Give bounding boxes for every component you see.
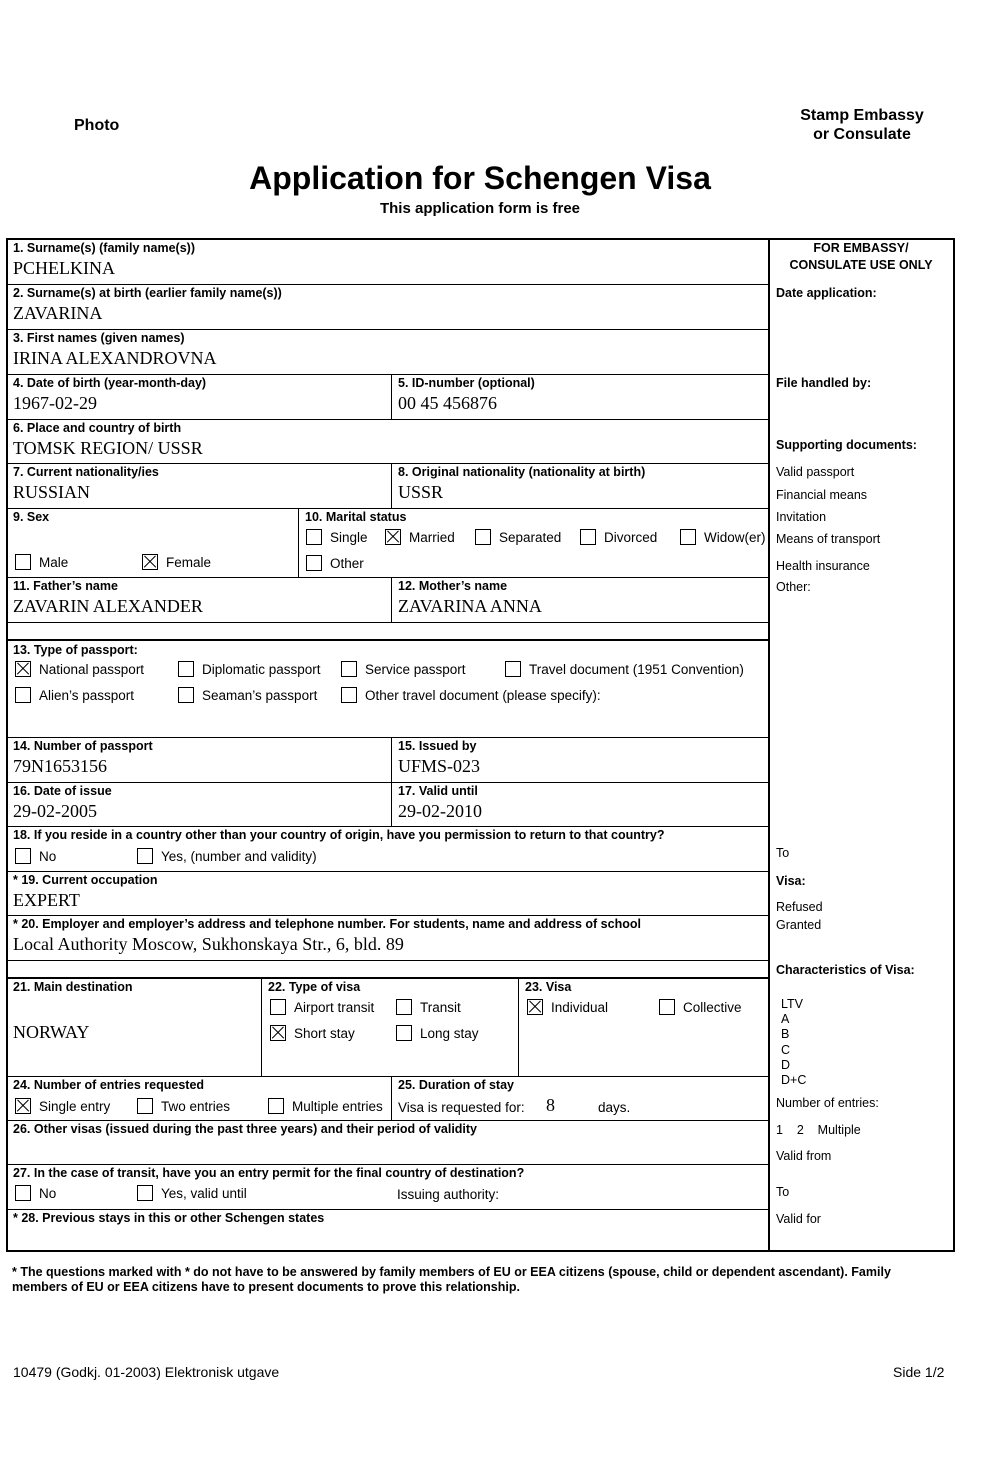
multiple-entries-text: Multiple entries — [292, 1098, 383, 1114]
widow-checkbox[interactable] — [680, 529, 696, 545]
field-11-cell — [8, 578, 391, 622]
visa-short-option[interactable] — [270, 1025, 355, 1041]
cat-dc-label: D+C — [781, 1073, 807, 1087]
field-12-cell — [391, 578, 768, 622]
field-28-label: * 28. Previous stays in this or other Schengen states — [13, 1211, 325, 1225]
entries-multiple-option[interactable] — [268, 1098, 383, 1114]
characteristics-label: Characteristics of Visa: — [776, 963, 915, 977]
duration-days-text: days. — [598, 1100, 631, 1115]
field-16-cell — [8, 783, 391, 826]
field-23-label: 23. Visa — [525, 980, 572, 994]
married-checkbox[interactable] — [385, 529, 401, 545]
other-checkbox[interactable] — [306, 555, 322, 571]
field-5-label: 5. ID-number (optional) — [398, 376, 535, 390]
national-checkbox[interactable] — [15, 661, 31, 677]
single-checkbox[interactable] — [306, 529, 322, 545]
multiple-entries-checkbox[interactable] — [268, 1098, 284, 1114]
seaman-checkbox[interactable] — [178, 687, 194, 703]
permission-no-option[interactable] — [15, 848, 56, 864]
airport-checkbox[interactable] — [270, 999, 286, 1015]
service-checkbox[interactable] — [341, 661, 357, 677]
single-entry-checkbox[interactable] — [15, 1098, 31, 1114]
field-18-label: 18. If you reside in a country other than your country of origin, have you permission to return to that country? — [13, 828, 665, 842]
cat-a-label: A — [781, 1012, 790, 1026]
permission-no-checkbox[interactable] — [15, 848, 31, 864]
number-of-entries-label: Number of entries: — [776, 1096, 879, 1110]
field-15-cell — [391, 738, 768, 782]
field-19-value[interactable]: EXPERT — [13, 890, 80, 910]
marital-divorced-option[interactable] — [580, 529, 657, 545]
photo-label: Photo — [74, 117, 120, 134]
field-5-value[interactable]: 00 45 456876 — [398, 393, 497, 413]
other-doc-checkbox[interactable] — [341, 687, 357, 703]
field-27-label: 27. In the case of transit, have you an entry permit for the final country of destination? — [13, 1166, 525, 1180]
collective-text: Collective — [683, 999, 742, 1015]
service-text: Service passport — [365, 661, 466, 677]
travel-doc-checkbox[interactable] — [505, 661, 521, 677]
married-text: Married — [409, 529, 455, 545]
transit-text: Transit — [420, 999, 461, 1015]
alien-checkbox[interactable] — [15, 687, 31, 703]
separated-checkbox[interactable] — [475, 529, 491, 545]
field-15-value[interactable]: UFMS-023 — [398, 756, 481, 776]
female-checkbox[interactable] — [142, 554, 158, 570]
field-3-row — [8, 330, 768, 375]
field-7-label: 7. Current nationality/ies — [13, 465, 159, 479]
stamp-label — [780, 106, 944, 144]
refused-label: Refused — [776, 900, 823, 914]
transit-no-text: No — [39, 1185, 57, 1201]
diplomatic-checkbox[interactable] — [178, 661, 194, 677]
marital-other-option[interactable] — [306, 555, 364, 571]
to-label-2: To — [776, 1185, 790, 1199]
field-22-label: 22. Type of visa — [268, 980, 361, 994]
field-22-cell — [261, 979, 518, 1076]
short-text: Short stay — [294, 1025, 355, 1041]
field-18-row — [8, 827, 768, 872]
individual-text: Individual — [551, 999, 609, 1015]
field-14-value[interactable]: 79N1653156 — [13, 756, 107, 776]
other-text: Other — [330, 555, 364, 571]
field-14-cell — [8, 738, 391, 782]
field-14-15-row — [8, 738, 768, 783]
marital-married-option[interactable] — [385, 529, 455, 545]
sex-male-option[interactable] — [15, 554, 68, 570]
national-text: National passport — [39, 661, 145, 677]
financial-means-label: Financial means — [776, 488, 868, 502]
field-6-value[interactable]: TOMSK REGION/ USSR — [13, 438, 203, 458]
permission-yes-checkbox[interactable] — [137, 848, 153, 864]
date-application-label: Date application: — [776, 286, 877, 300]
field-20-value[interactable]: Local Authority Moscow, Sukhonskaya Str., 6, bld. 89 — [13, 934, 404, 954]
entries-values: 1 2 Multiple — [776, 1123, 861, 1137]
field-16-value[interactable]: 29-02-2005 — [13, 801, 97, 821]
field-19-label: * 19. Current occupation — [13, 873, 158, 887]
cat-b-label: B — [781, 1027, 790, 1041]
cat-c-label: C — [781, 1043, 791, 1057]
issuing-authority-text: Issuing authority: — [397, 1187, 500, 1202]
long-text: Long stay — [420, 1025, 479, 1041]
visa-individual-option[interactable] — [527, 999, 608, 1015]
field-26-label: 26. Other visas (issued during the past three years) and their period of validity — [13, 1122, 478, 1136]
collective-checkbox[interactable] — [659, 999, 675, 1015]
section-gap-2 — [8, 961, 768, 979]
transit-yes-text: Yes, valid until — [161, 1185, 247, 1201]
field-11-label: 11. Father’s name — [13, 579, 118, 593]
visa-airport-option[interactable] — [270, 999, 374, 1015]
granted-label: Granted — [776, 918, 822, 932]
sex-female-option[interactable] — [142, 554, 211, 570]
field-6-label: 6. Place and country of birth — [13, 421, 182, 435]
field-12-value[interactable]: ZAVARINA ANNA — [398, 596, 542, 616]
field-12-label: 12. Mother’s name — [398, 579, 508, 593]
male-checkbox[interactable] — [15, 554, 31, 570]
marital-widow-option[interactable] — [680, 529, 766, 545]
field-10-cell — [298, 509, 768, 577]
cat-d-label: D — [781, 1058, 791, 1072]
field-16-label: 16. Date of issue — [13, 784, 112, 798]
field-21-23-row — [8, 979, 768, 1077]
individual-checkbox[interactable] — [527, 999, 543, 1015]
page-subtitle: This application form is free — [379, 200, 581, 217]
field-20-row — [8, 916, 768, 961]
field-9-cell — [8, 509, 298, 577]
field-24-cell — [8, 1077, 391, 1120]
short-checkbox[interactable] — [270, 1025, 286, 1041]
field-2-value[interactable]: ZAVARINA — [13, 303, 103, 323]
permission-yes-text: Yes, (number and validity) — [161, 848, 317, 864]
visa-collective-option[interactable] — [659, 999, 742, 1015]
transit-no-checkbox[interactable] — [15, 1185, 31, 1201]
field-20-label: * 20. Employer and employer’s address and telephone number. For students, name and address of school — [13, 917, 641, 931]
field-21-value[interactable]: NORWAY — [13, 1022, 90, 1042]
invitation-label: Invitation — [776, 510, 827, 524]
valid-passport-label: Valid passport — [776, 465, 855, 479]
stamp-line-2: or Consulate — [813, 126, 911, 143]
passport-travel-doc-option[interactable] — [505, 661, 744, 677]
field-27-row — [8, 1165, 768, 1210]
entries-two-option[interactable] — [137, 1098, 230, 1114]
travel-doc-text: Travel document (1951 Convention) — [529, 661, 744, 677]
field-4-5-row — [8, 375, 768, 420]
male-text: Male — [39, 554, 69, 570]
field-14-label: 14. Number of passport — [13, 739, 153, 753]
passport-national-option[interactable] — [15, 661, 144, 677]
passport-alien-option[interactable] — [15, 687, 134, 703]
field-10-label: 10. Marital status — [305, 510, 407, 524]
embassy-head-1: FOR EMBASSY/ — [813, 241, 909, 255]
other-doc-text: Other travel document (please specify): — [365, 687, 601, 703]
field-17-label: 17. Valid until — [398, 784, 478, 798]
passport-other-option[interactable] — [341, 687, 601, 703]
to-label-1: To — [776, 846, 790, 860]
single-text: Single — [330, 529, 368, 545]
field-15-label: 15. Issued by — [398, 739, 477, 753]
field-4-cell — [8, 375, 391, 419]
two-entries-text: Two entries — [161, 1098, 231, 1114]
supporting-docs-label: Supporting documents: — [776, 438, 917, 452]
field-7-8-row — [8, 464, 768, 509]
visa-long-option[interactable] — [396, 1025, 479, 1041]
passport-diplomatic-option[interactable] — [178, 661, 321, 677]
marital-separated-option[interactable] — [475, 529, 561, 545]
field-16-17-row — [8, 783, 768, 827]
page-title: Application for Schengen Visa — [249, 160, 711, 196]
field-17-cell — [391, 783, 768, 826]
diplomatic-text: Diplomatic passport — [202, 661, 321, 677]
visa-label: Visa: — [776, 874, 806, 888]
field-11-value[interactable]: ZAVARIN ALEXANDER — [13, 596, 203, 616]
widow-text: Widow(er) — [704, 529, 766, 545]
field-7-value[interactable]: RUSSIAN — [13, 482, 91, 502]
field-24-label: 24. Number of entries requested — [13, 1078, 205, 1092]
divorced-text: Divorced — [604, 529, 658, 545]
field-25-cell — [391, 1077, 768, 1120]
field-21-cell — [8, 979, 261, 1076]
field-4-label: 4. Date of birth (year-month-day) — [13, 376, 207, 390]
application-form — [6, 238, 770, 1252]
seaman-text: Seaman’s passport — [202, 687, 318, 703]
separated-text: Separated — [499, 529, 562, 545]
duration-requested-text: Visa is requested for: — [398, 1100, 525, 1115]
section-gap — [8, 623, 768, 641]
permission-no-text: No — [39, 848, 57, 864]
other-docs-label: Other: — [776, 580, 811, 594]
field-25-label: 25. Duration of stay — [398, 1078, 514, 1092]
field-3-value[interactable]: IRINA ALEXANDROVNA — [13, 348, 217, 368]
field-4-value[interactable]: 1967-02-29 — [13, 393, 97, 413]
field-1-row — [8, 240, 768, 285]
divorced-checkbox[interactable] — [580, 529, 596, 545]
field-2-row — [8, 285, 768, 330]
transit-checkbox[interactable] — [396, 999, 412, 1015]
passport-seaman-option[interactable] — [178, 687, 317, 703]
field-7-cell — [8, 464, 391, 508]
two-entries-checkbox[interactable] — [137, 1098, 153, 1114]
valid-from-label: Valid from — [776, 1149, 832, 1163]
transit-yes-checkbox[interactable] — [137, 1185, 153, 1201]
field-1-value[interactable]: PCHELKINA — [13, 258, 115, 278]
embassy-use-column — [769, 238, 955, 1252]
single-entry-text: Single entry — [39, 1098, 111, 1114]
field-3-label: 3. First names (given names) — [13, 331, 185, 345]
field-21-label: 21. Main destination — [13, 980, 133, 994]
entries-single-option[interactable] — [15, 1098, 110, 1114]
field-9-label: 9. Sex — [13, 510, 50, 524]
field-8-label: 8. Original nationality (nationality at birth) — [398, 465, 646, 479]
female-text: Female — [166, 554, 212, 570]
marital-single-option[interactable] — [306, 529, 368, 545]
field-24-25-row — [8, 1077, 768, 1121]
valid-for-label: Valid for — [776, 1212, 821, 1226]
field-8-value[interactable]: USSR — [398, 482, 444, 502]
file-handled-label: File handled by: — [776, 376, 872, 390]
field-1-label: 1. Surname(s) (family name(s)) — [13, 241, 195, 255]
field-6-row — [8, 420, 768, 464]
field-2-label: 2. Surname(s) at birth (earlier family name(s)) — [13, 286, 282, 300]
page-number: Side 1/2 — [893, 1364, 945, 1380]
field-17-value[interactable]: 29-02-2010 — [398, 801, 482, 821]
field-11-12-row — [8, 578, 768, 623]
stamp-line-1: Stamp Embassy — [800, 107, 924, 124]
alien-text: Alien’s passport — [39, 687, 135, 703]
duration-value[interactable]: 8 — [546, 1095, 555, 1115]
long-checkbox[interactable] — [396, 1025, 412, 1041]
field-9-10-row — [8, 509, 768, 578]
field-13-row — [8, 641, 768, 738]
embassy-head-2: CONSULATE USE ONLY — [789, 258, 933, 272]
permission-yes-option[interactable] — [137, 848, 317, 864]
health-insurance-label: Health insurance — [776, 559, 870, 573]
field-26-row — [8, 1121, 768, 1165]
field-28-row — [8, 1210, 768, 1250]
visa-transit-option[interactable] — [396, 999, 461, 1015]
transport-label: Means of transport — [776, 532, 881, 546]
ltv-label: LTV — [781, 997, 803, 1011]
field-19-row — [8, 872, 768, 916]
form-code: 10479 (Godkj. 01-2003) Elektronisk utgave — [13, 1364, 280, 1380]
airport-text: Airport transit — [294, 999, 375, 1015]
field-13-label: 13. Type of passport: — [13, 643, 138, 657]
transit-yes-option[interactable] — [137, 1185, 247, 1201]
transit-no-option[interactable] — [15, 1185, 56, 1201]
field-23-cell — [518, 979, 768, 1076]
field-8-cell — [391, 464, 768, 508]
passport-service-option[interactable] — [341, 661, 466, 677]
field-5-cell — [391, 375, 768, 419]
footnote: * The questions marked with * do not have to be answered by family members of EU or EEA citizens (spouse, child or dependent ascendant). Family members of EU or EEA citizens have to present documents to prove this relationship. — [12, 1265, 891, 1294]
